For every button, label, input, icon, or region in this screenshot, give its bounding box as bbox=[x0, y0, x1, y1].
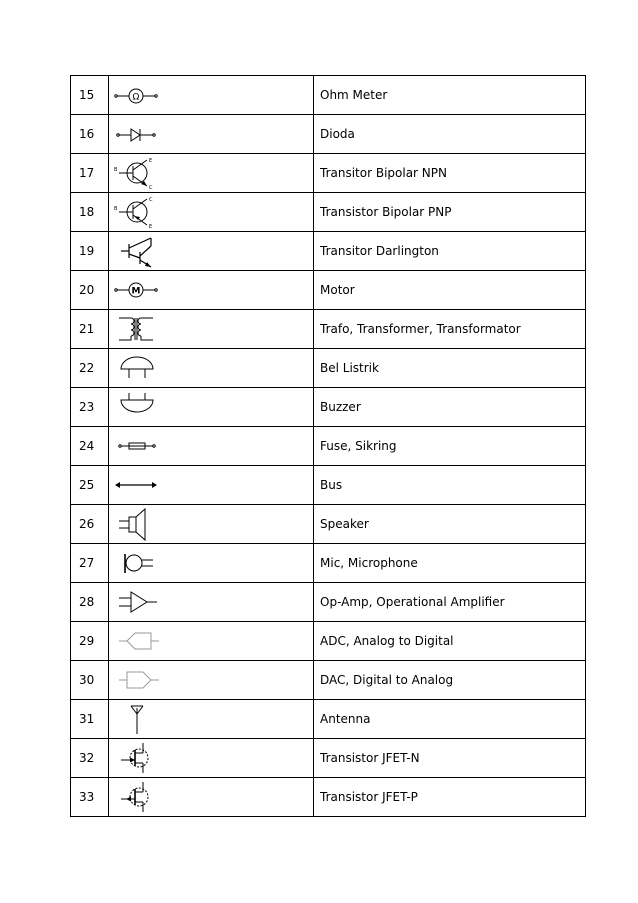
component-name: Dioda bbox=[314, 115, 586, 154]
table-row bbox=[71, 622, 586, 661]
table-row bbox=[71, 505, 586, 544]
row-number: 16 bbox=[71, 115, 109, 154]
table-row bbox=[71, 466, 586, 505]
table-row bbox=[71, 232, 586, 271]
symbol-cell bbox=[109, 661, 314, 700]
row-number: 31 bbox=[71, 700, 109, 739]
motor-symbol-label: M bbox=[131, 286, 141, 297]
electric-bell-icon bbox=[109, 349, 313, 387]
row-number: 17 bbox=[71, 154, 109, 193]
symbol-cell bbox=[109, 115, 314, 154]
symbol-cell bbox=[109, 778, 314, 817]
pnp-transistor-icon bbox=[109, 193, 313, 231]
row-number: 23 bbox=[71, 388, 109, 427]
symbol-cell bbox=[109, 193, 314, 232]
emitter-label: E bbox=[149, 224, 153, 230]
table-row bbox=[71, 388, 586, 427]
transformer-icon bbox=[109, 310, 313, 348]
component-name: Motor bbox=[314, 271, 586, 310]
bus-icon bbox=[109, 466, 313, 504]
component-name: Buzzer bbox=[314, 388, 586, 427]
row-number: 27 bbox=[71, 544, 109, 583]
symbol-cell bbox=[109, 622, 314, 661]
table-row bbox=[71, 115, 586, 154]
base-label: B bbox=[114, 167, 118, 173]
symbol-cell bbox=[109, 388, 314, 427]
adc-icon bbox=[109, 622, 313, 660]
symbol-cell bbox=[109, 271, 314, 310]
dac-icon bbox=[109, 661, 313, 699]
component-name: Transitor Bipolar NPN bbox=[314, 154, 586, 193]
row-number: 22 bbox=[71, 349, 109, 388]
symbol-cell bbox=[109, 427, 314, 466]
motor-icon bbox=[109, 271, 313, 309]
component-name: Transitor Darlington bbox=[314, 232, 586, 271]
row-number: 19 bbox=[71, 232, 109, 271]
table-row bbox=[71, 76, 586, 115]
microphone-icon bbox=[109, 544, 313, 582]
component-name: Op-Amp, Operational Amplifier bbox=[314, 583, 586, 622]
symbol-cell bbox=[109, 466, 314, 505]
symbol-cell bbox=[109, 310, 314, 349]
ohm-symbol-label: Ω bbox=[132, 92, 140, 103]
diode-icon bbox=[109, 115, 313, 153]
row-number: 29 bbox=[71, 622, 109, 661]
fuse-icon bbox=[109, 427, 313, 465]
row-number: 28 bbox=[71, 583, 109, 622]
component-name: Transistor JFET-N bbox=[314, 739, 586, 778]
table-row bbox=[71, 154, 586, 193]
component-name: Mic, Microphone bbox=[314, 544, 586, 583]
antenna-icon bbox=[109, 700, 313, 738]
table-row bbox=[71, 778, 586, 817]
row-number: 24 bbox=[71, 427, 109, 466]
component-name: Bus bbox=[314, 466, 586, 505]
row-number: 21 bbox=[71, 310, 109, 349]
electronic-symbols-table bbox=[70, 75, 586, 817]
symbol-cell bbox=[109, 349, 314, 388]
component-name: ADC, Analog to Digital bbox=[314, 622, 586, 661]
symbol-cell bbox=[109, 700, 314, 739]
symbol-cell bbox=[109, 505, 314, 544]
table-row bbox=[71, 427, 586, 466]
component-name: Speaker bbox=[314, 505, 586, 544]
table-row bbox=[71, 544, 586, 583]
component-name: Antenna bbox=[314, 700, 586, 739]
table-row bbox=[71, 739, 586, 778]
speaker-icon bbox=[109, 505, 313, 543]
ohm-meter-icon bbox=[109, 76, 313, 114]
darlington-transistor-icon bbox=[109, 232, 313, 270]
component-name: Transistor JFET-P bbox=[314, 778, 586, 817]
row-number: 18 bbox=[71, 193, 109, 232]
component-name: DAC, Digital to Analog bbox=[314, 661, 586, 700]
table-row bbox=[71, 271, 586, 310]
symbol-cell bbox=[109, 232, 314, 271]
collector-label: C bbox=[149, 185, 153, 191]
symbol-cell bbox=[109, 544, 314, 583]
row-number: 20 bbox=[71, 271, 109, 310]
component-name: Fuse, Sikring bbox=[314, 427, 586, 466]
component-name: Ohm Meter bbox=[314, 76, 586, 115]
collector-label: C bbox=[149, 197, 153, 203]
npn-transistor-icon bbox=[109, 154, 313, 192]
table-row bbox=[71, 349, 586, 388]
component-name: Trafo, Transformer, Transformator bbox=[314, 310, 586, 349]
row-number: 15 bbox=[71, 76, 109, 115]
emitter-label: E bbox=[149, 158, 153, 164]
symbol-cell bbox=[109, 739, 314, 778]
row-number: 32 bbox=[71, 739, 109, 778]
base-label: B bbox=[114, 206, 118, 212]
table-row bbox=[71, 583, 586, 622]
buzzer-icon bbox=[109, 388, 313, 426]
table-row bbox=[71, 661, 586, 700]
row-number: 30 bbox=[71, 661, 109, 700]
symbol-cell bbox=[109, 154, 314, 193]
row-number: 33 bbox=[71, 778, 109, 817]
symbol-cell bbox=[109, 76, 314, 115]
jfet-n-icon bbox=[109, 739, 313, 777]
component-name: Transistor Bipolar PNP bbox=[314, 193, 586, 232]
jfet-p-icon bbox=[109, 778, 313, 816]
op-amp-icon bbox=[109, 583, 313, 621]
table-row bbox=[71, 700, 586, 739]
table-row bbox=[71, 193, 586, 232]
symbol-cell bbox=[109, 583, 314, 622]
table-row bbox=[71, 310, 586, 349]
row-number: 25 bbox=[71, 466, 109, 505]
row-number: 26 bbox=[71, 505, 109, 544]
component-name: Bel Listrik bbox=[314, 349, 586, 388]
